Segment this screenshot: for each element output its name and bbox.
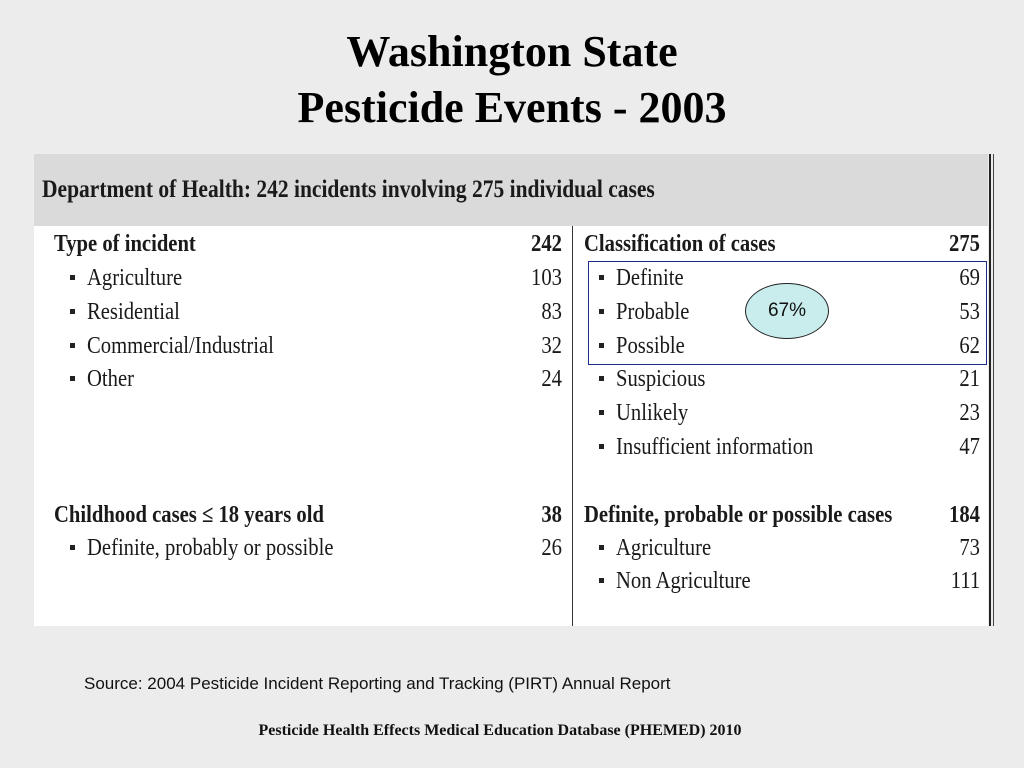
item-value: 62	[959, 333, 980, 359]
type-of-incident-total: 242	[531, 231, 562, 257]
list-item	[70, 363, 562, 395]
classification-label: Classification of cases	[584, 231, 776, 257]
item-label: Unlikely	[616, 400, 689, 426]
dpp-cases-heading	[584, 499, 980, 531]
item-value: 21	[959, 366, 980, 392]
item-label: Definite	[616, 265, 684, 291]
list-item	[70, 330, 562, 362]
bullet-icon	[599, 376, 604, 381]
dpp-cases-label: Definite, probable or possible cases	[584, 502, 893, 528]
item-value: 69	[959, 265, 980, 291]
bullet-icon	[599, 578, 604, 583]
title-line-2: Pesticide Events - 2003	[297, 83, 727, 132]
list-item	[599, 431, 980, 463]
type-of-incident-heading	[54, 228, 562, 260]
footer-text: Pesticide Health Effects Medical Education Database (PHEMED) 2010	[258, 722, 742, 739]
item-value: 23	[959, 400, 980, 426]
item-value: 53	[959, 299, 980, 325]
item-value: 32	[541, 333, 562, 359]
list-item	[599, 532, 980, 564]
dpp-cases-total: 184	[949, 502, 980, 528]
type-of-incident-label: Type of incident	[54, 231, 196, 257]
bullet-icon	[70, 343, 75, 348]
item-label: Probable	[616, 299, 690, 325]
list-item	[599, 397, 980, 429]
item-label: Residential	[87, 299, 180, 325]
list-item	[599, 363, 980, 395]
item-label: Non Agriculture	[616, 568, 751, 594]
bullet-icon	[70, 275, 75, 280]
table-header	[34, 154, 988, 226]
bullet-icon	[70, 545, 75, 550]
item-label: Agriculture	[616, 535, 712, 561]
item-label: Agriculture	[87, 265, 183, 291]
title-line-1: Washington State	[346, 27, 678, 76]
column-divider	[572, 226, 573, 626]
table-header-text: Department of Health: 242 incidents involving 275 individual cases	[42, 176, 655, 203]
bullet-icon	[599, 444, 604, 449]
item-value: 24	[541, 366, 562, 392]
item-value: 26	[541, 535, 562, 561]
table-border-right	[989, 154, 991, 626]
item-label: Other	[87, 366, 135, 392]
list-item	[599, 565, 980, 597]
item-value: 111	[950, 568, 980, 594]
item-label: Commercial/Industrial	[87, 333, 274, 359]
childhood-cases-total: 38	[541, 502, 562, 528]
bullet-icon	[599, 410, 604, 415]
item-value: 83	[541, 299, 562, 325]
item-label: Definite, probably or possible	[87, 535, 334, 561]
list-item	[70, 532, 562, 564]
source-note: Source: 2004 Pesticide Incident Reporting and Tracking (PIRT) Annual Report	[84, 674, 671, 693]
bullet-icon	[70, 309, 75, 314]
item-label: Possible	[616, 333, 685, 359]
slide-title	[0, 24, 1024, 136]
table-border-right-inner	[993, 154, 994, 626]
item-label: Suspicious	[616, 366, 706, 392]
item-value: 47	[959, 434, 980, 460]
item-value: 103	[531, 265, 562, 291]
list-item	[70, 262, 562, 294]
classification-total: 275	[949, 231, 980, 257]
item-label: Insufficient information	[616, 434, 814, 460]
percent-callout: 67%	[745, 283, 829, 339]
bullet-icon	[70, 376, 75, 381]
item-value: 73	[959, 535, 980, 561]
childhood-cases-label: Childhood cases ≤ 18 years old	[54, 502, 324, 528]
list-item	[70, 296, 562, 328]
bullet-icon	[599, 545, 604, 550]
classification-heading	[584, 228, 980, 260]
childhood-cases-heading	[54, 499, 562, 531]
